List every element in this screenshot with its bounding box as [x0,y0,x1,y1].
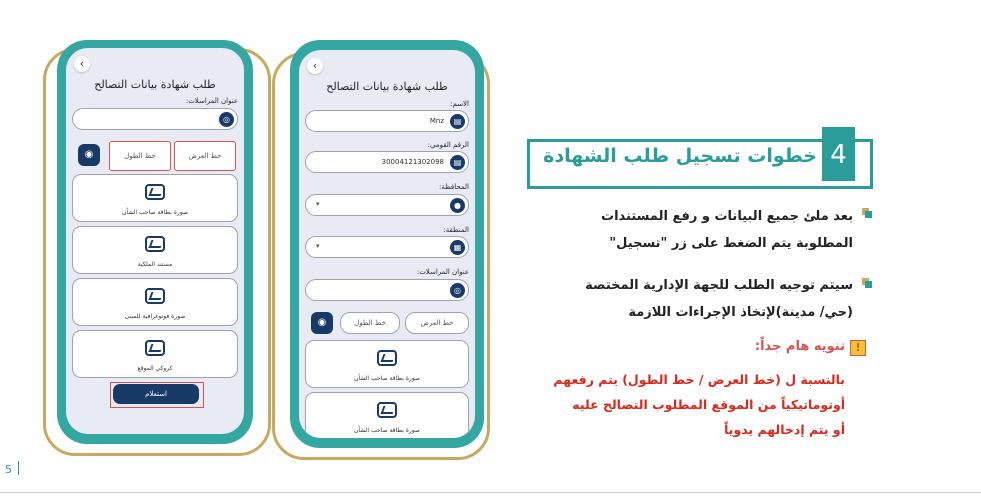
image-upload-icon [145,288,165,304]
phone-right-frame [290,40,484,448]
phone-left-frame [57,40,253,444]
longitude-field[interactable]: خط الطول [340,312,400,334]
name-field[interactable] [305,110,469,132]
governorate-label: المحافظة: [439,183,469,191]
upload-label: صورة بطاقة صاحب الشأن [121,209,189,216]
back-icon[interactable]: ‹ [307,58,323,74]
bullet-2-line1: سيتم توجيه الطلب للجهة الإدارية المختصة [585,278,853,293]
notice-title: تنويه هام جداً: [754,339,845,354]
region-select[interactable] [305,236,469,258]
upload-ownership-doc[interactable] [72,226,238,274]
chevron-down-icon: ▾ [316,242,320,250]
phone-right-screen [299,50,475,438]
upload-label: صورة بطاقة صاحب الشأن [353,375,421,382]
bullet-marker [865,211,872,218]
latitude-field[interactable]: خط العرض [174,141,236,171]
upload-label: صورة بطاقة صاحب الشأن [353,427,421,434]
target-icon: ◎ [450,283,465,298]
footer-rule [0,492,981,493]
id-card-icon: ▤ [450,114,465,129]
upload-label: مستند الملكية [137,261,173,268]
image-upload-icon [145,340,165,356]
phone-left-screen [66,48,244,434]
upload-label: كروكي الموقع [137,365,173,372]
nid-field[interactable] [305,151,469,173]
page-number-divider [18,461,19,475]
locate-button[interactable]: ◉ [311,312,333,334]
building-icon: ▦ [450,240,465,255]
notice-line: أوتوماتيكياً من الموقع المطلوب التصالح عليه [572,397,845,412]
governorate-select[interactable] [305,194,469,216]
nid-label: الرقم القومي: [427,141,469,149]
step-number: 4 [822,127,855,181]
bullet-1-line1: بعد ملئ جميع البيانات و رفع المستندات [601,209,853,224]
name-label: الاسم: [450,100,469,108]
location-pin-icon: ● [450,198,465,213]
upload-owner-id[interactable] [72,174,238,222]
mail-label: عنوان المراسلات: [416,268,469,276]
bullet-2 [513,272,853,326]
upload-owner-id[interactable] [305,340,469,388]
locate-button[interactable]: ◉ [78,144,100,166]
chevron-down-icon: ▾ [316,200,320,208]
upload-label: صورة فوتوغرافية للمبنى [124,313,186,320]
latitude-field[interactable]: خط العرض [405,312,469,334]
mail-label: عنوان المراسلات: [185,97,238,105]
mail-field[interactable] [305,279,469,301]
upload-owner-id-2[interactable] [305,392,469,438]
name-value: Mnz [429,117,444,125]
upload-building-photo[interactable] [72,278,238,326]
id-card-icon: ▤ [450,155,465,170]
notice-text [515,367,845,442]
bullet-marker [865,281,872,288]
submit-button[interactable]: استعلام [113,384,199,404]
image-upload-icon [377,350,397,366]
screen-title: طلب شهادة بيانات التصالح [326,80,448,93]
image-upload-icon [145,184,165,200]
target-icon: ◎ [219,112,234,127]
longitude-field[interactable]: خط الطول [109,141,171,171]
image-upload-icon [145,236,165,252]
back-icon[interactable]: ‹ [74,56,90,72]
upload-site-sketch[interactable] [72,330,238,378]
notice-line: أو يتم إدخالهم يدوياً [724,422,845,437]
warning-icon: ! [850,340,866,356]
nid-value: 30004121302098 [381,158,444,166]
region-label: المنطقة: [443,226,469,234]
bullet-1-line2: المطلوبة يتم الضغط على زر "تسجيل" [609,236,853,251]
image-upload-icon [377,402,397,418]
notice-line: بالنسبة ل (خط العرض / خط الطول) يتم رفعهم [553,372,845,387]
screen-title: طلب شهادة بيانات التصالح [94,78,216,91]
mail-field[interactable] [72,108,238,130]
page-number: 5 [5,463,12,476]
bullet-2-line2: (حي/ مدينة)لإتخاذ الإجراءات اللازمة [628,305,853,320]
step-title: خطوات تسجيل طلب الشهادة [543,145,817,167]
bullet-1 [523,203,853,257]
